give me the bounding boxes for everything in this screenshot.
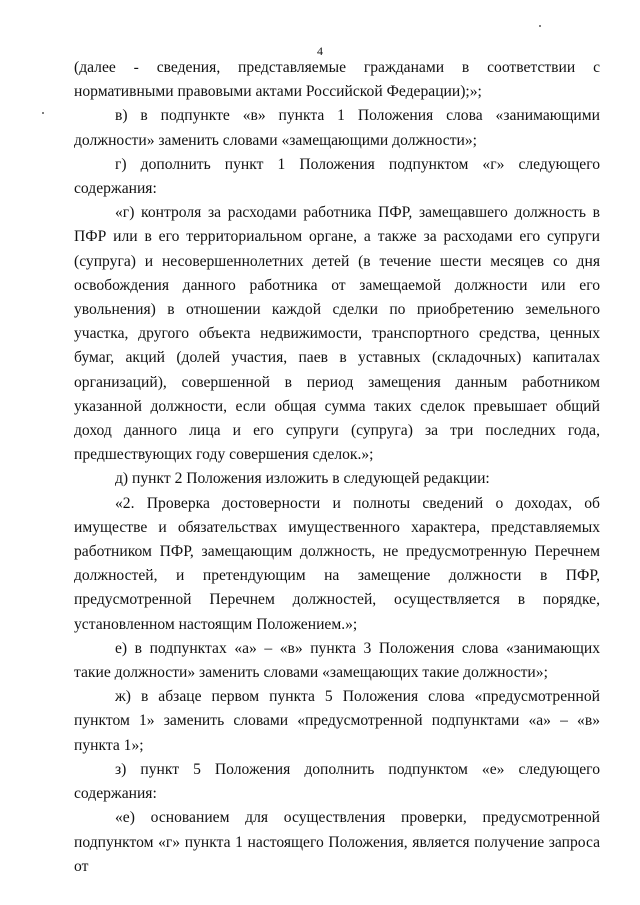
- document-body: [74, 56, 600, 879]
- paragraph-item-v: в) в подпункте «в» пункта 1 Положения слова «занимающими должности» заменить словами «замещающими должности»;: [74, 107, 600, 149]
- paragraph-item-g: г) дополнить пункт 1 Положения подпунктом «г» следующего содержания:: [74, 155, 600, 198]
- paragraph-item-e: е) в подпунктах «а» – «в» пункта 3 Положения слова «занимающих такие должности» заменить словами «замещающих такие должности»;: [74, 639, 600, 682]
- paragraph-quote-2: «2. Проверка достоверности и полноты сведений о доходах, об имуществе и обязательствах имущественного характера, представляемых работником ПФР, замещающим должность, не предусмотренную Перечнем должностей, и претендующим на замещение должности в ПФР, предусмотренной Перечнем должностей, осуществляется в порядке, установленном настоящим Положением.»;: [74, 494, 600, 633]
- scan-speck: [42, 112, 44, 114]
- paragraph-item-z: з) пункт 5 Положения дополнить подпунктом «е» следующего содержания:: [74, 760, 600, 803]
- paragraph-quote-g: «г) контроля за расходами работника ПФР, замещавшего должность в ПФР или в его территориальном органе, а также за расходами его супруги (супруга) и несовершеннолетних детей (в течение шести месяцев со дня освобождения данного работника от замещаемой должности или его увольнения) в отношении каждой сделки по приобретению земельного участка, другого объекта недвижимости, транспортного средства, ценных бумаг, акций (долей участия, паев в уставных (складочных) капиталах организаций), совершенной в период замещения данным работником указанной должности, если общая сумма таких сделок превышает общий доход данного лица и его супруги (супруга) за три последних года, предшествующих году совершения сделок.»;: [74, 204, 600, 464]
- paragraph-item-zh: ж) в абзаце первом пункта 5 Положения слова «предусмотренной пунктом 1» заменить словами «предусмотренной подпунктами «а» – «в» пункта 1»;: [74, 688, 600, 754]
- paragraph-item-d: д) пункт 2 Положения изложить в следующей редакции:: [115, 470, 490, 488]
- scan-speck: [539, 25, 541, 27]
- paragraph-continuation: (далее - сведения, представляемые гражданами в соответствии с нормативными правовыми актами Российской Федерации);»;: [74, 59, 600, 101]
- paragraph-quote-e: «е) основанием для осуществления проверки, предусмотренной подпунктом «г» пункта 1 настоящего Положения, является получение запроса от: [74, 809, 600, 875]
- page-number: 4: [317, 44, 323, 58]
